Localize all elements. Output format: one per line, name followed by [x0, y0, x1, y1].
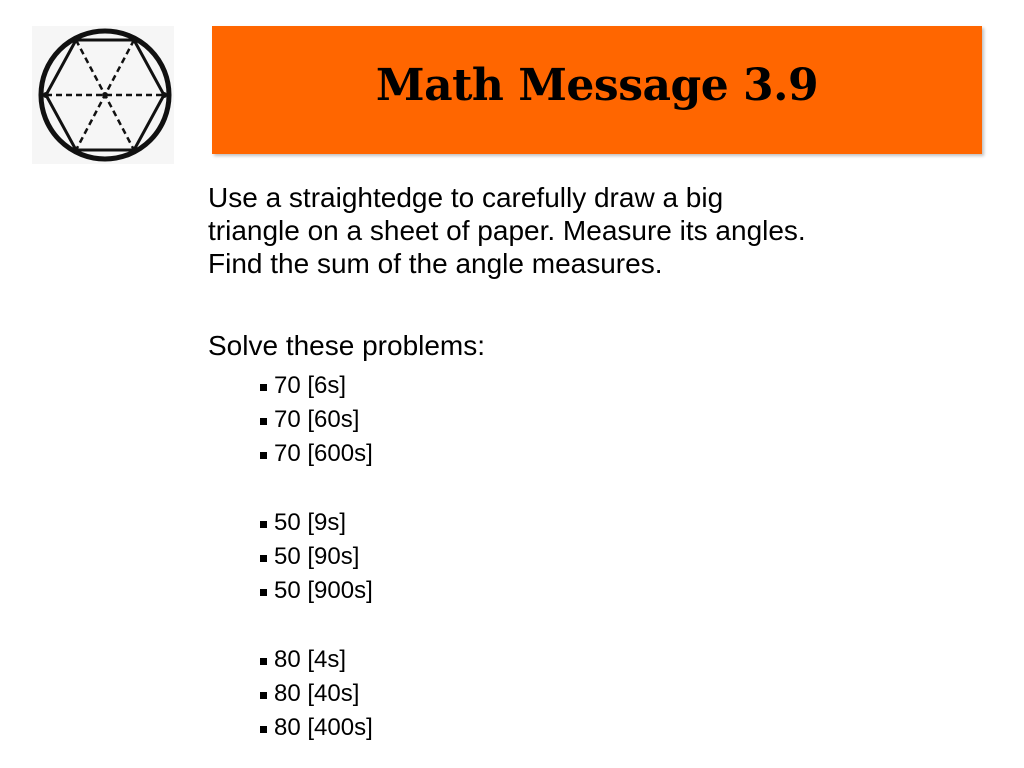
problem-item [260, 437, 373, 471]
problem-text: 50 [900s] [274, 577, 373, 604]
bullet-icon [260, 521, 267, 528]
intro-text: Use a straightedge to carefully draw a big triangle on a sheet of paper. Measure its angles. Find the sum of the angle measures. [208, 182, 806, 279]
problem-item [260, 643, 373, 677]
bullet-icon [260, 384, 267, 391]
bullet-icon [260, 452, 267, 459]
problem-text: 80 [4s] [274, 646, 347, 673]
problem-group [260, 369, 373, 471]
problem-item [260, 574, 373, 608]
problem-text: 70 [600s] [274, 440, 373, 467]
problem-text: 50 [9s] [274, 509, 347, 536]
problem-text: 70 [6s] [274, 372, 347, 399]
problem-item [260, 403, 373, 437]
hexagon-in-circle-icon [32, 26, 174, 164]
bullet-icon [260, 555, 267, 562]
bullet-icon [260, 418, 267, 425]
problem-item [260, 540, 373, 574]
bullet-icon [260, 658, 267, 665]
title-bar [212, 26, 982, 154]
slide-title: Math Message 3.9 [375, 60, 819, 111]
problem-group [260, 506, 373, 608]
problem-item [260, 711, 373, 745]
problem-text: 70 [60s] [274, 406, 360, 433]
problem-text: 50 [90s] [274, 543, 360, 570]
problems-heading: Solve these problems: [208, 330, 486, 361]
problem-group [260, 643, 373, 745]
slide-body [208, 181, 998, 741]
problem-list [260, 369, 373, 768]
problem-item [260, 677, 373, 711]
problem-item [260, 369, 373, 403]
bullet-icon [260, 589, 267, 596]
bullet-icon [260, 692, 267, 699]
problem-text: 80 [400s] [274, 714, 373, 741]
problem-item [260, 506, 373, 540]
problem-text: 80 [40s] [274, 680, 360, 707]
bullet-icon [260, 726, 267, 733]
